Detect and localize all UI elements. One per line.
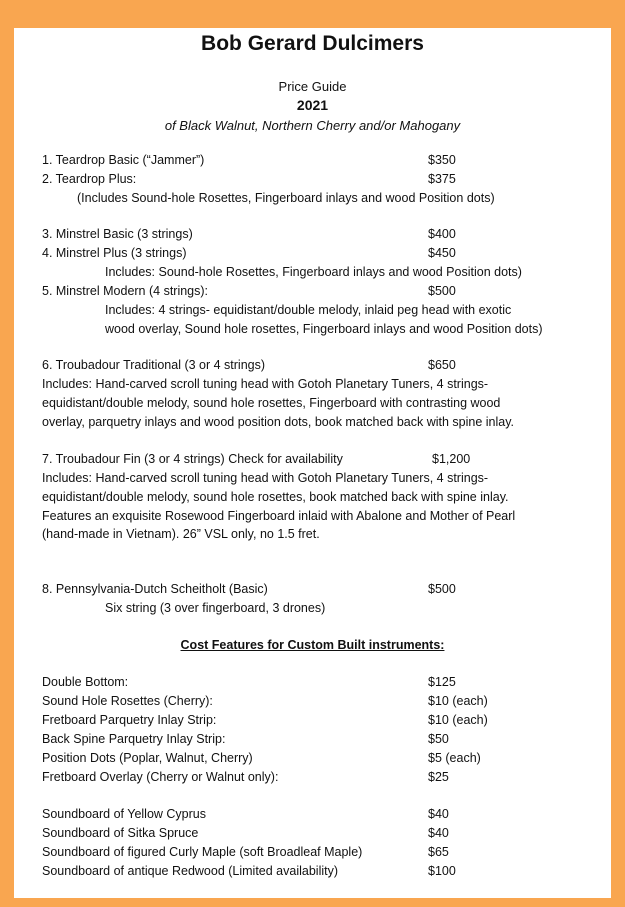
soundboard-label: Soundboard of Yellow Cyprus [42, 807, 207, 821]
soundboard-label: Soundboard of antique Redwood (Limited availability) [42, 864, 339, 878]
item-desc: equidistant/double melody, sound hole rosettes, book matched back with spine inlay. [42, 490, 509, 504]
soundboard-label: Soundboard of Sitka Spruce [42, 826, 199, 840]
feature-label: Back Spine Parquetry Inlay Strip: [42, 732, 226, 746]
soundboard-label: Soundboard of figured Curly Maple (soft Broadleaf Maple) [42, 845, 363, 859]
feature-label: Fretboard Parquetry Inlay Strip: [42, 713, 217, 727]
feature-price: $5 (each) [428, 751, 481, 765]
item-desc: Includes: Hand-carved scroll tuning head with Gotoh Planetary Tuners, 4 strings- [42, 377, 489, 391]
soundboard-price: $40 [428, 807, 449, 821]
item-price: $450 [428, 246, 456, 260]
item-label: 5. Minstrel Modern (4 strings): [42, 284, 209, 298]
item-note: (Includes Sound-hole Rosettes, Fingerboard inlays and wood Position dots) [77, 191, 495, 205]
item-desc: equidistant/double melody, sound hole rosettes, Fingerboard with contrasting wood [42, 396, 501, 410]
custom-features-heading: Cost Features for Custom Built instruments: [180, 638, 445, 652]
feature-label: Position Dots (Poplar, Walnut, Cherry) [42, 751, 253, 765]
feature-label: Fretboard Overlay (Cherry or Walnut only): [42, 770, 279, 784]
woods-line: of Black Walnut, Northern Cherry and/or Mahogany [164, 118, 461, 133]
item-desc: Includes: Hand-carved scroll tuning head with Gotoh Planetary Tuners, 4 strings- [42, 471, 489, 485]
page-title: Bob Gerard Dulcimers [201, 32, 424, 55]
soundboard-price: $65 [428, 845, 449, 859]
item-price: $650 [428, 358, 456, 372]
item-price: $375 [428, 172, 456, 186]
item-desc: Features an exquisite Rosewood Fingerboard inlaid with Abalone and Mother of Pearl [42, 509, 516, 523]
subtitle: Price Guide [278, 79, 347, 94]
item-desc: overlay, parquetry inlays and wood position dots, book matched back with spine inlay. [42, 415, 515, 429]
item-note: Includes: Sound-hole Rosettes, Fingerboard inlays and wood Position dots) [105, 265, 522, 279]
soundboard-price: $100 [428, 864, 456, 878]
price-guide-page [14, 28, 611, 898]
item-label: 4. Minstrel Plus (3 strings) [42, 246, 187, 260]
feature-label: Double Bottom: [42, 675, 129, 689]
item-price: $350 [428, 153, 456, 167]
feature-price: $50 [428, 732, 449, 746]
item-price: $1,200 [432, 452, 471, 466]
item-price: $400 [428, 227, 456, 241]
item-label: 3. Minstrel Basic (3 strings) [42, 227, 193, 241]
feature-price: $10 (each) [428, 713, 488, 727]
item-note: wood overlay, Sound hole rosettes, Fingerboard inlays and wood Position dots) [105, 322, 543, 336]
year: 2021 [296, 97, 329, 113]
item-label: 6. Troubadour Traditional (3 or 4 strings) [42, 358, 266, 372]
feature-label: Sound Hole Rosettes (Cherry): [42, 694, 213, 708]
soundboard-price: $40 [428, 826, 449, 840]
item-price: $500 [428, 582, 456, 596]
feature-price: $125 [428, 675, 456, 689]
feature-price: $25 [428, 770, 449, 784]
item-price: $500 [428, 284, 456, 298]
item-desc: (hand-made in Vietnam). 26” VSL only, no 1.5 fret. [42, 527, 320, 541]
item-note: Includes: 4 strings- equidistant/double melody, inlaid peg head with exotic [105, 303, 512, 317]
item-label: 8. Pennsylvania-Dutch Scheitholt (Basic) [42, 582, 268, 596]
item-label: 1. Teardrop Basic (“Jammer”) [42, 153, 205, 167]
feature-price: $10 (each) [428, 694, 488, 708]
item-label: 2. Teardrop Plus: [42, 172, 137, 186]
item-label: 7. Troubadour Fin (3 or 4 strings) Check for availability [42, 452, 343, 466]
item-note: Six string (3 over fingerboard, 3 drones) [105, 601, 326, 615]
